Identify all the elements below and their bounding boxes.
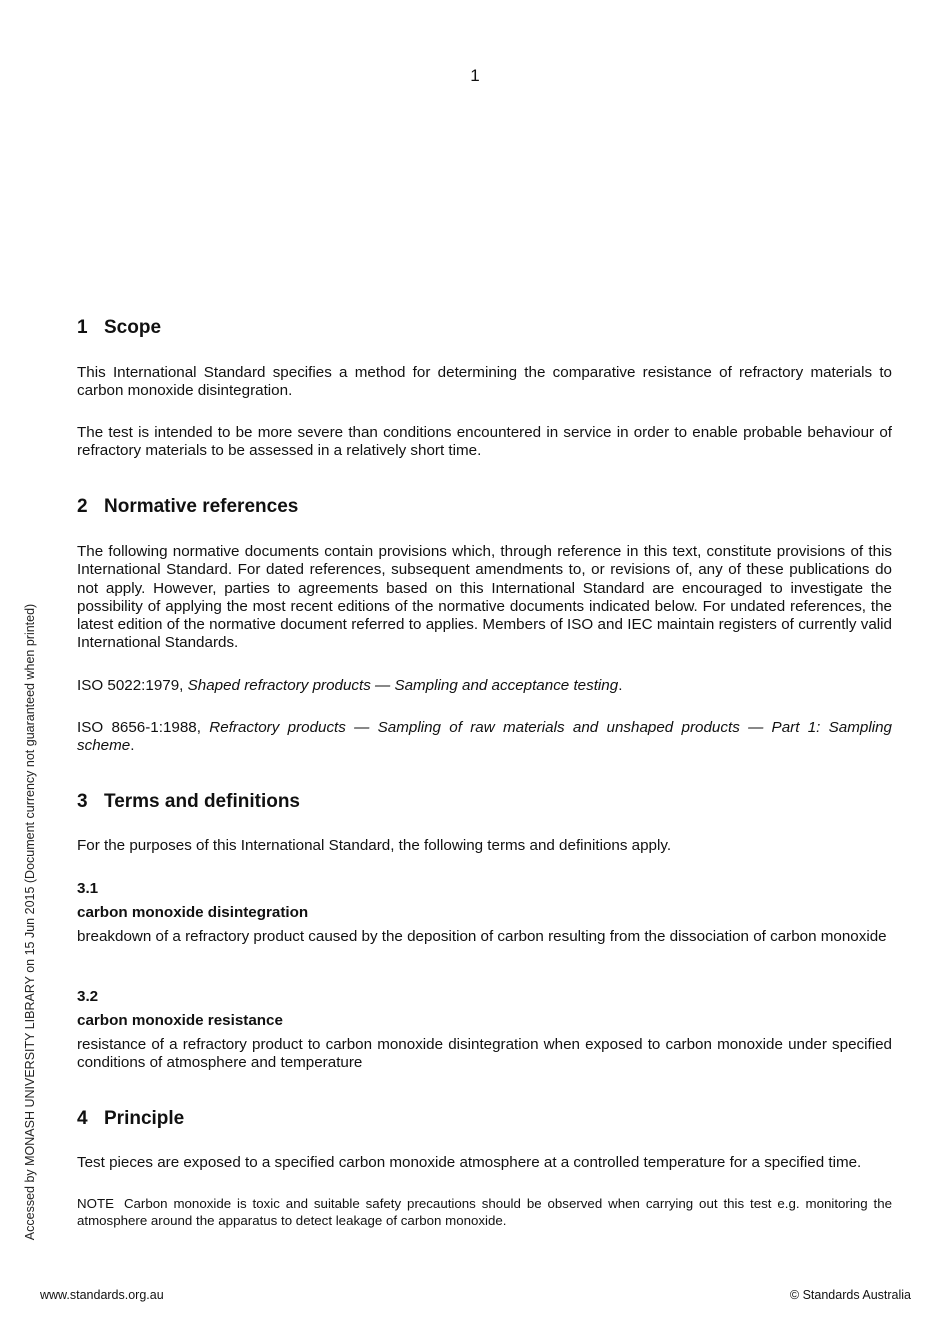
principle-paragraph: Test pieces are exposed to a specified carbon monoxide atmosphere at a controlled temperature for a specified time. bbox=[77, 1154, 862, 1171]
section-title: Terms and definitions bbox=[104, 791, 301, 812]
footer-copyright: © Standards Australia bbox=[789, 1288, 911, 1302]
reference-end: . bbox=[618, 677, 623, 694]
section-number: 4 bbox=[77, 1108, 88, 1129]
page-number: 1 bbox=[470, 66, 480, 85]
note-text: Carbon monoxide is toxic and suitable safety precautions should be observed when carrying out this test e.g. monitoring the atmosphere around the apparatus to detect leakage of carbon monoxide. bbox=[77, 1196, 892, 1228]
section-heading-normative-references bbox=[77, 496, 298, 518]
section-number: 2 bbox=[77, 496, 88, 517]
section-heading-scope bbox=[77, 317, 161, 339]
term-id: 3.2 bbox=[77, 988, 99, 1005]
term-id: 3.1 bbox=[77, 880, 99, 897]
section-number: 1 bbox=[77, 317, 88, 338]
scope-paragraph-1: This International Standard specifies a method for determining the comparative resistance of refractory materials to carbon monoxide disintegration. bbox=[77, 364, 892, 400]
term-definition: breakdown of a refractory product caused by the deposition of carbon resulting from the dissociation of carbon monoxide bbox=[77, 928, 887, 945]
footer-website: www.standards.org.au bbox=[40, 1288, 164, 1302]
scope-paragraph-2: The test is intended to be more severe than conditions encountered in service in order to enable probable behaviour of refractory materials to be assessed in a relatively short time. bbox=[77, 424, 892, 460]
terms-intro-paragraph: For the purposes of this International Standard, the following terms and definitions apply. bbox=[77, 837, 672, 854]
reference-title: Shaped refractory products — Sampling and acceptance testing bbox=[187, 677, 619, 694]
section-heading-terms-definitions bbox=[77, 791, 300, 813]
reference-end: . bbox=[130, 737, 135, 755]
reference-code: ISO 5022:1979, bbox=[77, 677, 184, 694]
reference-title: Refractory products — Sampling of raw materials and unshaped products — Part 1: Sampling scheme bbox=[77, 719, 892, 755]
term-name: carbon monoxide resistance bbox=[77, 1012, 283, 1029]
access-watermark-text: Accessed by MONASH UNIVERSITY LIBRARY on 15 Jun 2015 (Document currency not guaranteed when printed) bbox=[23, 603, 37, 1241]
reference-item bbox=[77, 677, 892, 695]
term-name: carbon monoxide disintegration bbox=[77, 904, 309, 921]
section-heading-principle bbox=[77, 1108, 184, 1130]
reference-code: ISO 8656-1:1988, bbox=[77, 719, 201, 736]
normative-intro-paragraph: The following normative documents contain provisions which, through reference in this text, constitute provisions of this International Standard. For dated references, subsequent amendments to, or revisions of, any of these publications do not apply. However, parties to agreements based on this International Standard are encouraged to investigate the possibility of applying the most recent editions of the normative documents indicated below. For undated references, the latest edition of the normative document referred to applies. Members of ISO and IEC maintain registers of currently valid International Standards. bbox=[77, 543, 892, 652]
section-title: Scope bbox=[104, 317, 162, 338]
section-title: Normative references bbox=[104, 496, 299, 517]
note-label: NOTE bbox=[77, 1196, 114, 1211]
reference-item bbox=[77, 719, 892, 756]
section-number: 3 bbox=[77, 791, 88, 812]
section-title: Principle bbox=[104, 1108, 185, 1129]
principle-note bbox=[77, 1195, 892, 1229]
term-definition: resistance of a refractory product to carbon monoxide disintegration when exposed to carbon monoxide under specified conditions of atmosphere and temperature bbox=[77, 1036, 892, 1072]
